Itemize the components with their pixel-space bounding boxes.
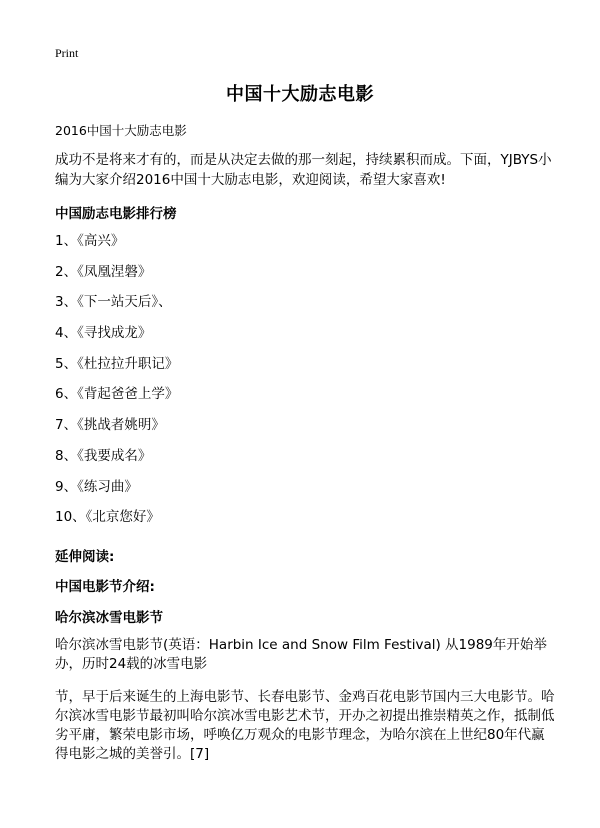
list-item: 2、《凤凰涅磐》 bbox=[55, 263, 152, 280]
extended-reading-heading: 延伸阅读: bbox=[55, 549, 115, 565]
list-item: 5、《杜拉拉升职记》 bbox=[55, 355, 179, 372]
list-item: 7、《挑战者姚明》 bbox=[55, 417, 165, 434]
ranking-heading: 中国励志电影排行榜 bbox=[55, 206, 177, 222]
list-item: 1、《高兴》 bbox=[55, 233, 125, 249]
intro-paragraph: 成功不是将来才有的，而是从决定去做的那一刻起，持续累积而成。下面，YJBYS小编为大家介绍2016中国十大励志电影，欢迎阅读，希望大家喜欢! bbox=[55, 152, 552, 188]
list-item: 9、《练习曲》 bbox=[55, 478, 138, 495]
movie-list bbox=[55, 232, 178, 539]
harbin-paragraph-2: 节，早于后来诞生的上海电影节、长春电影节、金鸡百花电影节国内三大电影节。哈尔滨冰雪电影节最初叫哈尔滨冰雪电影艺术节，开办之初提出推崇精英之作，抵制低劣平庸，繁荣电影市场，呼唤亿万观众的电影节理念，为哈尔滨在上世纪80年代赢得电影之城的美誉引。[7] bbox=[55, 689, 555, 762]
page-title: 中国十大励志电影 bbox=[226, 84, 374, 105]
list-item: 3、《下一站天后》、 bbox=[55, 294, 172, 311]
festival-intro-heading: 中国电影节介绍: bbox=[55, 579, 155, 595]
print-link[interactable]: Print bbox=[55, 46, 79, 60]
harbin-paragraph-1: 哈尔滨冰雪电影节(英语：Harbin Ice and Snow Film Festival) 从1989年开始举办，历时24载的冰雪电影 bbox=[55, 637, 547, 672]
list-item: 8、《我要成名》 bbox=[55, 447, 152, 464]
list-item: 4、《寻找成龙》 bbox=[55, 325, 152, 342]
list-item: 6、《背起爸爸上学》 bbox=[55, 386, 179, 403]
harbin-festival-heading: 哈尔滨冰雪电影节 bbox=[55, 610, 163, 626]
article-subtitle: 2016中国十大励志电影 bbox=[55, 123, 187, 138]
list-item: 10、《北京您好》 bbox=[55, 509, 160, 526]
